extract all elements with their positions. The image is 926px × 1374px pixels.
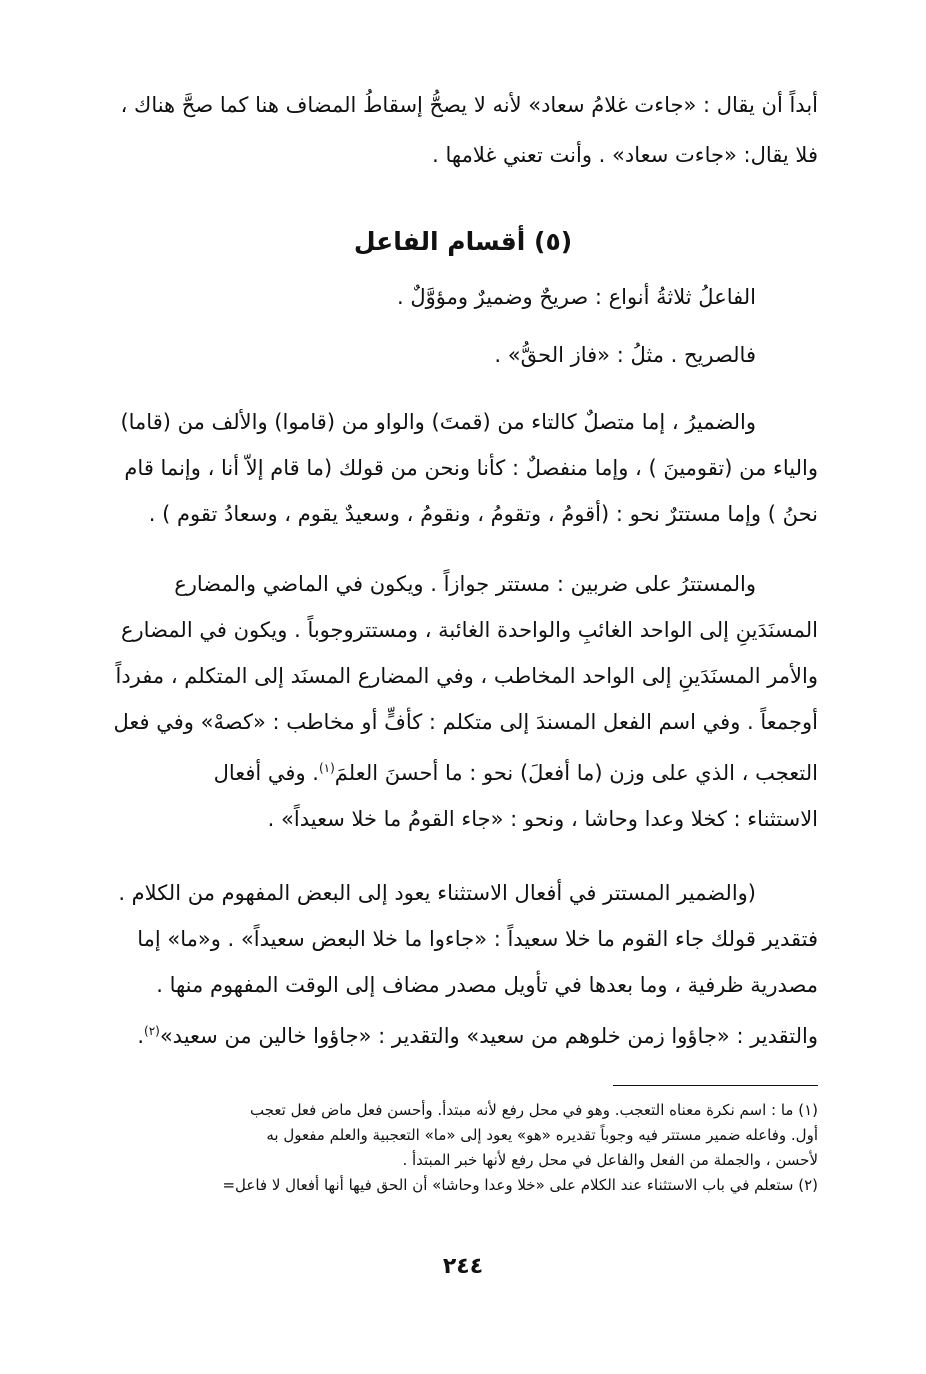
text-line: فلا يقال: «جاءت سعاد» . وأنت تعني غلامها .	[432, 143, 818, 167]
text-fragment: . وفي أفعال	[213, 761, 319, 785]
text-line	[108, 749, 818, 792]
paragraph-sareeh	[108, 336, 756, 374]
paragraph-dameer	[108, 403, 818, 533]
text-line: نحنُ ) وإما مستترٌ نحو : (أقومُ ، وتقومُ ، ونقومُ ، وسعيدٌ يقوم ، وسعادُ تقوم ) .	[148, 502, 818, 526]
paragraph-continuation	[108, 86, 818, 174]
footnotes	[108, 1098, 818, 1198]
text-line: فتقدير قولك جاء القوم ما خلا سعيداً : «جاءوا ما خلا البعض سعيداً» . و«ما» إما	[137, 927, 818, 951]
paragraph-fa3il-types	[108, 278, 756, 316]
text-line: والضميرُ ، إما متصلٌ كالتاء من (قمتَ) والواو من (قاموا) والألف من (قاما)	[120, 410, 756, 434]
text-line: الاستثناء : كخلا وعدا وحاشا ، ونحو : «جاء القومُ ما خلا سعيداً» .	[267, 807, 818, 831]
section-heading: (٥) أقسام الفاعل	[353, 227, 573, 256]
text-fragment: والتقدير : «جاؤوا زمن خلوهم من سعيد» والتقدير : «جاؤوا خالين من سعيد»	[159, 1024, 818, 1048]
footnote-line: (٢) ستعلم في باب الاستثناء عند الكلام على «خلا وعدا وحاشا» أن الحق فيها أنها أفعال لا فاعل=	[222, 1176, 818, 1194]
text-line: مصدرية ظرفية ، وما بعدها في تأويل مصدر مضاف إلى الوقت المفهوم منها .	[156, 973, 818, 997]
footnote-ref-2[interactable]: (٢)	[144, 1024, 160, 1038]
text-line	[108, 1012, 818, 1055]
footnote-line: (١) ما : اسم نكرة معناه التعجب. وهو في محل رفع لأنه مبتدأ. وأحسن فعل ماض فعل تعجب	[249, 1101, 818, 1119]
text-line: أبداً أن يقال : «جاءت غلامُ سعاد» لأنه لا يصحُّ إسقاطُ المضاف هنا كما صحَّ هناك ،	[120, 93, 818, 117]
footnote-line: لأحسن ، والجملة من الفعل والفاعل في محل رفع لأنها خبر المبتدأ .	[402, 1151, 818, 1169]
text-fragment: .	[137, 1024, 144, 1048]
footnote-separator	[613, 1085, 818, 1086]
text-line: أوجمعاً . وفي اسم الفعل المسندَ إلى متكلم : كأفٍّ أو مخاطب : «كصهْ» وفي فعل	[113, 710, 818, 734]
text-line: (والضمير المستتر في أفعال الاستثناء يعود إلى البعض المفهوم من الكلام .	[118, 881, 756, 905]
text-line: والياء من (تقومينَ ) ، وإما منفصلٌ : كأنا ونحن من قولك (ما قام إلاّ أنا ، وإنما قام	[124, 456, 818, 480]
footnote-ref-1[interactable]: (١)	[318, 761, 335, 775]
paragraph-mustatir	[108, 565, 818, 838]
text-fragment: التعجب ، الذي على وزن (ما أفعلَ) نحو : ما أحسنَ العلمَ	[334, 761, 818, 785]
text-line: المسنَدَينِ إلى الواحد الغائبِ والواحدة الغائبة ، ومستتروجوباً . ويكون في المضارع	[121, 618, 818, 642]
footnote-line: أول. وفاعله ضمير مستتر فيه وجوباً تقديره «هو» يعود إلى «ما» التعجبية والعلم مفعول به	[266, 1126, 818, 1144]
text-line: والأمر المسنَدَينِ إلى الواحد المخاطب ، وفي المضارع المسنَد إلى المتكلم ، مفرداً	[115, 664, 818, 688]
paragraph-istithna	[108, 874, 818, 1055]
text-line: الفاعلُ ثلاثةُ أنواع : صريحٌ وضميرٌ ومؤوَّلٌ .	[396, 285, 756, 309]
page-number: ٢٤٤	[442, 1254, 484, 1279]
text-line: والمستترُ على ضربين : مستتر جوازاً . ويكون في الماضي والمضارع	[174, 572, 756, 596]
text-line: فالصريح . مثلُ : «فاز الحقُّ» .	[494, 343, 756, 367]
